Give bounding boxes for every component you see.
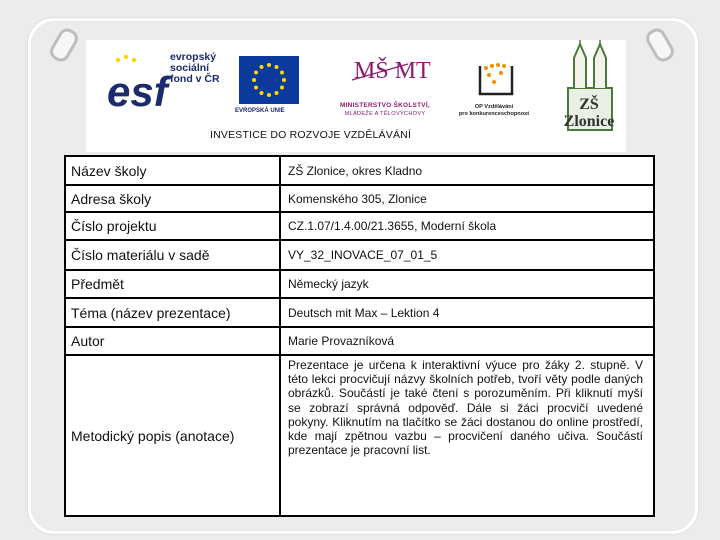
msmt-logo [348, 54, 431, 102]
esf-mark: esf [107, 68, 168, 115]
table-row [65, 327, 654, 355]
msmt-line-1: MINISTERSTVO ŠKOLSTVÍ, [339, 102, 431, 109]
school-logo-text: ZŠ Zlonice [563, 96, 615, 130]
table-row [65, 270, 654, 298]
eu-flag-icon [239, 56, 299, 104]
op-vzdelavani-logo [474, 60, 518, 100]
row-label: Téma (název prezentace) [65, 298, 280, 327]
esf-line-2: sociální [170, 62, 210, 74]
esf-line-3: fond v ČR [170, 73, 220, 85]
op-line-1: OP Vzdělávání [474, 104, 514, 110]
row-label: Adresa školy [65, 185, 280, 212]
row-label: Autor [65, 327, 280, 355]
row-value: Německý jazyk [280, 270, 654, 298]
msmt-label [320, 102, 450, 118]
row-value: Deutsch mit Max – Lektion 4 [280, 298, 654, 327]
project-info-table [64, 155, 655, 517]
esf-text [170, 52, 220, 85]
msmt-line-2: MLÁDEŽE A TĚLOVÝCHOVY [344, 111, 426, 117]
annotation-text: Prezentace je určena k interaktivní výuce pro žáky 2. stupně. V této lekci procvičují názvy školních potřeb, tvoří věty podle daných obrázků. Součástí je také čtení s porozuměním. Při kliknutí myší se zobrazí správná odpověď. Dále si žáci procvičí uvedené pokyny. Kliknutím na tlačítko se žáci dostanou do online prostředí, kde mají zpětnou vazbu – procvičení daného učiva. Součástí prezentace je pracovní list. [280, 355, 654, 516]
row-label: Metodický popis (anotace) [65, 355, 280, 516]
table-row [65, 156, 654, 185]
esf-logo [106, 54, 172, 115]
op-line-2: pro konkurenceschopnost [458, 111, 530, 117]
eu-label: EVROPSKÁ UNIE [235, 108, 285, 114]
table-row [65, 355, 654, 516]
row-value: Komenského 305, Zlonice [280, 185, 654, 212]
table-row [65, 185, 654, 212]
table-row [65, 212, 654, 240]
table-row [65, 298, 654, 327]
row-value: CZ.1.07/1.4.00/21.3655, Moderní škola [280, 212, 654, 240]
funding-banner [86, 40, 626, 152]
investice-tagline: INVESTICE DO ROZVOJE VZDĚLÁVÁNÍ [210, 129, 412, 141]
row-label: Název školy [65, 156, 280, 185]
esf-stars-icon [116, 55, 136, 62]
row-value: Marie Provazníková [280, 327, 654, 355]
esf-line-1: evropský [170, 51, 217, 63]
row-label: Předmět [65, 270, 280, 298]
row-label: Číslo materiálu v sadě [65, 240, 280, 270]
msmt-mark: MŠ MT [354, 58, 431, 84]
row-label: Číslo projektu [65, 212, 280, 240]
table-row [65, 240, 654, 270]
row-value: ZŠ Zlonice, okres Kladno [280, 156, 654, 185]
op-label [452, 104, 536, 118]
row-value: VY_32_INOVACE_07_01_5 [280, 240, 654, 270]
